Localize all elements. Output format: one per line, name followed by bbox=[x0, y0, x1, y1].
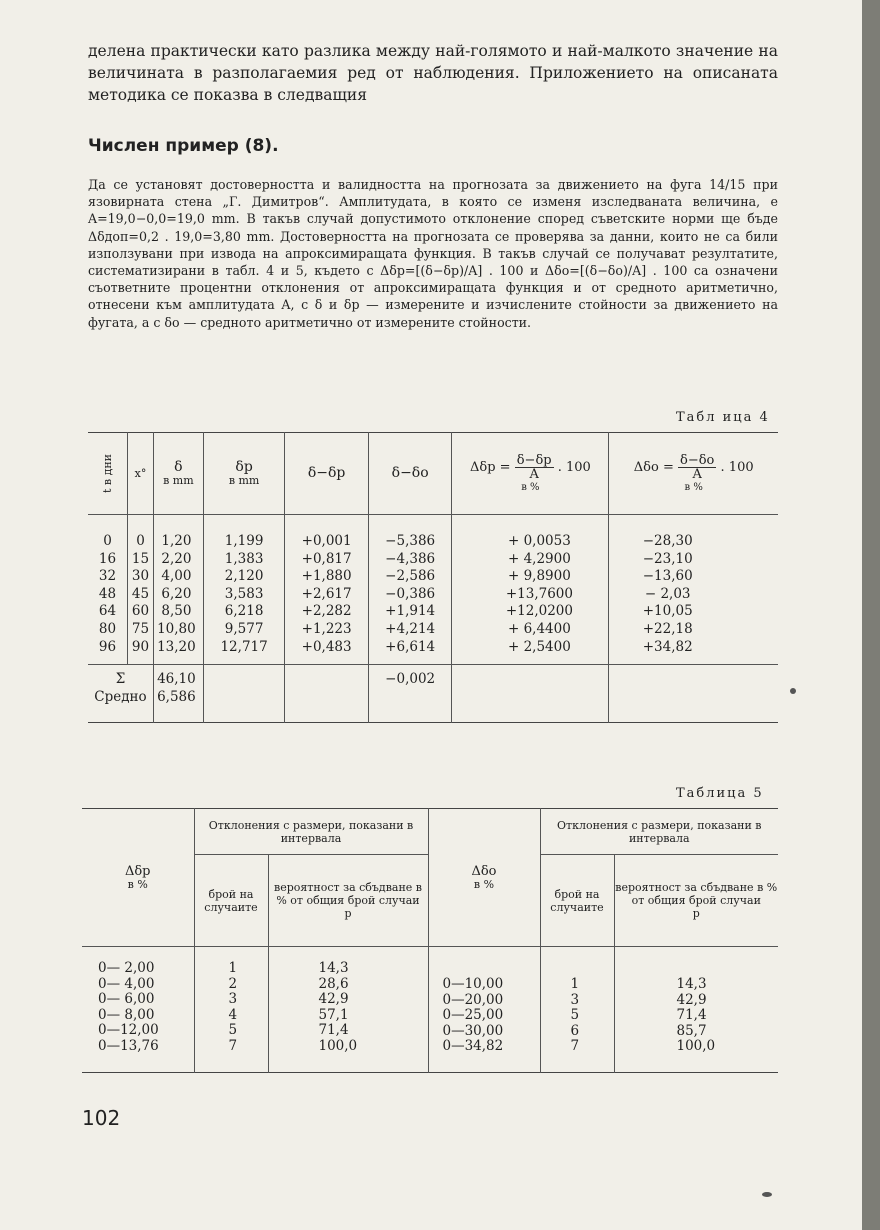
ddo-header-multiplier: . 100 bbox=[720, 459, 754, 475]
ddp-header-multiplier: . 100 bbox=[557, 459, 591, 475]
t-values: 0 16 32 48 64 80 96 bbox=[88, 515, 128, 665]
example-paragraph: Да се установят достоверността и валидността на прогнозата за движението на фуга 14/15 при язовирната стена „Г. Димитров“. Амплитудата, в която се изменя изследваната величина, е A=19,0−0,0=19,0 mm. В такъв случай допустимото отклонение според съветските норми ще бъде Δδдоп=0,2 . 19,0=3,80 mm. Достоверността на прогнозата се проверява за данни, които не са били използувани при извода на апроксимиращата функция. В такъв случай се получават резултатите, систематизирани в табл. 4 и 5, където с Δδp=[(δ−δp)/A] . 100 и Δδo=[(δ−δo)/A] . 100 са означени съответните процентни отклонения от апроксимиращата функция и от средното аритметично, отнесени към амплитудата A, с δ и δp — измерените и изчислените стойности за движението на фугата, а с δo — средното аритметично от измерените стойности. bbox=[88, 177, 778, 330]
sum-dp-cell bbox=[203, 665, 285, 723]
ddp-header-fraction bbox=[515, 454, 554, 481]
d-header-symbol: δ bbox=[174, 458, 183, 475]
t-header-label: t в дни bbox=[101, 453, 115, 494]
ddo-probabilities: 14,3 42,9 71,4 85,7 100,0 bbox=[614, 947, 778, 1073]
ddp-header-numerator: δ−δp bbox=[516, 452, 552, 468]
sum-d-minus-dp-cell bbox=[285, 665, 369, 723]
ddo-interval-header bbox=[428, 809, 540, 947]
table-5 bbox=[82, 808, 778, 1073]
col-x-header: x° bbox=[128, 433, 154, 515]
d-minus-dp-values: +0,001 +0,817 +1,880 +2,617 +2,282 +1,223 +0,483 bbox=[285, 515, 369, 665]
col-t-header bbox=[88, 433, 128, 515]
page-number: 102 bbox=[82, 1106, 121, 1130]
dp-header-unit: в mm bbox=[228, 473, 260, 487]
ddo-header-unit: в % bbox=[684, 481, 703, 493]
ddo-interval-unit: в % bbox=[473, 877, 495, 891]
ddp-interval-symbol: Δδp bbox=[124, 863, 151, 879]
ddo-group-header: Отклонения с размери, показани в интервала bbox=[540, 809, 778, 855]
ddp-header-denominator: A bbox=[529, 466, 539, 482]
ddo-prob-header bbox=[614, 855, 778, 947]
ddo-prob-label: вероятност за сбъдване в % от общия брой случаи bbox=[615, 881, 778, 907]
sum-labels: Σ Средно bbox=[88, 665, 153, 723]
d-minus-do-values: −5,386 −4,386 −2,586 −0,386 +1,914 +4,214 +6,614 bbox=[368, 515, 452, 665]
ddo-intervals: 0—10,00 0—20,00 0—25,00 0—30,00 0—34,82 bbox=[428, 947, 540, 1073]
ddo-header-denominator: A bbox=[692, 466, 702, 482]
ddo-header-fraction bbox=[678, 454, 716, 481]
sum-ddp-cell bbox=[452, 665, 609, 723]
ddp-count-header: брой на случаите bbox=[194, 855, 268, 947]
sum-ddo-cell bbox=[609, 665, 778, 723]
col-d-header bbox=[153, 433, 203, 515]
col-ddp-header bbox=[452, 433, 609, 515]
ddp-group-header: Отклонения с размери, показани в интервала bbox=[194, 809, 428, 855]
col-dp-header bbox=[203, 433, 285, 515]
ink-spot bbox=[790, 688, 796, 694]
ddo-header-lhs: Δδo = bbox=[633, 459, 674, 475]
ddp-interval-unit: в % bbox=[127, 877, 148, 891]
ddo-header-numerator: δ−δo bbox=[680, 452, 715, 468]
ddp-probabilities: 14,3 28,6 42,9 57,1 71,4 100,0 bbox=[268, 947, 428, 1073]
table-4 bbox=[88, 432, 778, 723]
sum-d-values: 46,10 6,586 bbox=[153, 665, 203, 723]
ddp-header-unit: в % bbox=[521, 481, 540, 493]
dp-header-symbol: δp bbox=[235, 458, 253, 475]
ddo-prob-symbol: p bbox=[692, 907, 700, 920]
ddo-counts: 1 3 5 6 7 bbox=[540, 947, 614, 1073]
x-values: 0 15 30 45 60 75 90 bbox=[128, 515, 154, 665]
sum-d-minus-do-value: −0,002 bbox=[368, 665, 452, 723]
ddp-prob-symbol: p bbox=[344, 907, 352, 920]
ddo-values: −28,30 −23,10 −13,60 − 2,03 +10,05 +22,18 +34,82 bbox=[609, 515, 778, 665]
ddp-counts: 1 2 3 4 5 7 bbox=[194, 947, 268, 1073]
ddp-header-lhs: Δδp = bbox=[470, 459, 511, 475]
ddp-prob-label: вероятност за сбъдване в % от общия брой случаи bbox=[274, 881, 422, 907]
dp-values: 1,199 1,383 2,120 3,583 6,218 9,577 12,717 bbox=[203, 515, 285, 665]
ddp-interval-header bbox=[82, 809, 194, 947]
table4-caption: Табл ица 4 bbox=[676, 410, 770, 425]
intro-paragraph: делена практически като разлика между най-голямото и най-малкото значение на величината в разполагаемия ред от наблюдения. Приложението на описаната методика се показва в следващия bbox=[88, 42, 778, 104]
col-d-minus-dp-header: δ−δp bbox=[285, 433, 369, 515]
ink-spot bbox=[762, 1192, 772, 1197]
col-ddo-header bbox=[609, 433, 778, 515]
ddp-prob-header bbox=[268, 855, 428, 947]
d-values: 1,20 2,20 4,00 6,20 8,50 10,80 13,20 bbox=[153, 515, 203, 665]
ddo-count-header: брой на случаите bbox=[540, 855, 614, 947]
section-title: Числен пример (8). bbox=[88, 136, 279, 156]
page-edge-shadow bbox=[862, 0, 880, 1230]
table5-caption: Таблица 5 bbox=[676, 786, 764, 801]
col-d-minus-do-header: δ−δo bbox=[368, 433, 452, 515]
ddo-interval-symbol: Δδo bbox=[471, 863, 497, 879]
d-header-unit: в mm bbox=[163, 473, 194, 487]
ddp-values: + 0,0053 + 4,2900 + 9,8900 +13,7600 +12,0200 + 6,4400 + 2,5400 bbox=[452, 515, 609, 665]
ddp-intervals: 0— 2,00 0— 4,00 0— 6,00 0— 8,00 0—12,00 0—13,76 bbox=[82, 947, 194, 1073]
